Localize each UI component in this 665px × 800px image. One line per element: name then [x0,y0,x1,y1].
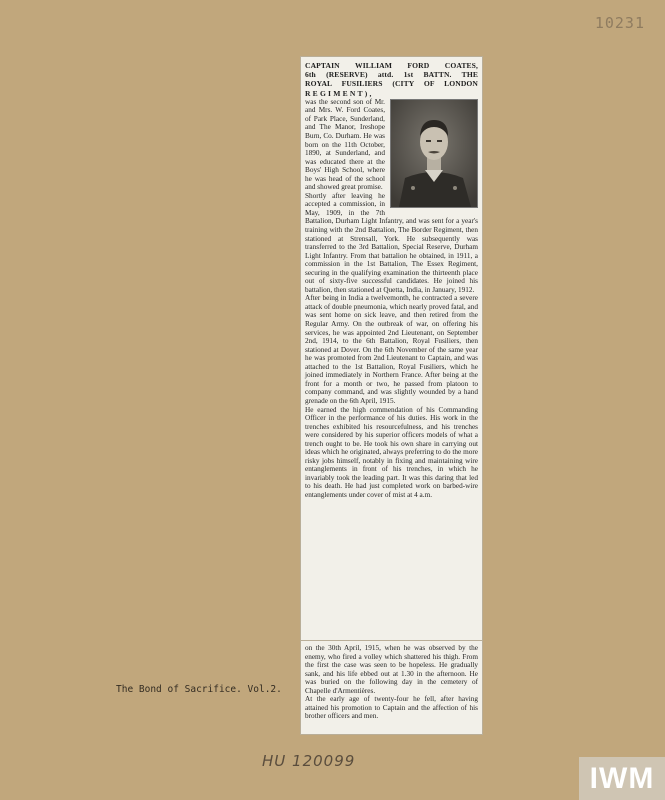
paragraph: After being in India a twelvemonth, he contracted a severe attack of double pneumonia, which nearly proved fatal, and was sent home on sick leave, and then retired from the Regular Army. On the outbreak of war, on offering his services, he was appointed 2nd Lieutenant, on September 2nd, 1914, to the 6th Battalion, Royal Fusiliers, then stationed at Dover. On the 6th November of the same year he was promoted from 2nd Lieutenant to Captain, and was attached to the 1st Battalion, Royal Fusiliers, which he joined immediately in Northern France. After being at the front for a month or two, he passed from platoon to company command, and was slightly wounded by a hand grenade on the 6th April, 1915. [305,294,478,405]
obituary-body [305,98,478,500]
obituary-clipping-continued [301,641,482,734]
portrait-image [391,100,477,207]
obituary-clipping [301,57,482,640]
obituary-body-continued [305,644,478,721]
archive-number: 10231 [594,14,645,32]
heading-line: 6th (RESERVE) attd. 1st BATTN. THE [305,70,478,80]
heading-line: ROYAL FUSILIERS (CITY OF LONDON [305,79,478,89]
handwritten-reference: HU 120099 [262,752,356,770]
heading-line: REGIMENT), [305,88,374,98]
intro-paragraph: was the second son of Mr. and Mrs. W. Ford Coates, of Park Place, Sunderland, and The Manor, Ireshope Burn, Co. Durham. He was born on the 11th October, 1890, at Sunderland, and was educated there at the Boys' High School, where he was head of the school and showed great promise. [305,97,385,192]
iwm-watermark: IWM [579,757,665,800]
paragraph: on the 30th April, 1915, when he was observed by the enemy, who fired a volley which shattered his thigh. From the first the case was seen to be hopeless. He gradually sank, and his life ebbed out at 1.30 in the afternoon. He was buried on the following day in the cemetery of Chapelle d'Armentières. [305,644,478,695]
portrait-photo [390,99,478,208]
source-caption: The Bond of Sacrifice. Vol.2. [116,684,282,695]
paragraph: Shortly after leaving he accepted a commission, in May, 1909, in the 7th Battalion, Durham Light Infantry, and was sent for a year's training with the 2nd Battalion, The Border Regiment, then stationed at Strensall, York. He subsequently was transferred to the 3rd Battalion, Special Reserve, Durham Light Infantry. From that battalion he obtained, in 1911, a commission in the 1st Battalion, The Essex Regiment, securing in the qualifying examination the thirteenth place out of sixty-five successful candidates. He joined his battalion, then stationed at Quetta, India, in January, 1912. [305,191,478,294]
obituary-heading [305,61,478,98]
heading-line: CAPTAIN WILLIAM FORD COATES, [305,61,478,70]
paragraph: At the early age of twenty-four he fell, after having attained his promotion to Captain and the affection of his brother officers and men. [305,695,478,721]
paragraph: He earned the high commendation of his Commanding Officer in the performance of his duties. His work in the trenches exhibited his resourcefulness, and his trenches were considered by his superior officers models of what a trench ought to be. He took his own share in carrying out ideas which he originated, always preferring to do the more risky jobs himself, notably in fixing and maintaining wire entanglements in front of his trenches, in which he invariably took the leading part. It was this daring that led to his death. He had just completed work on barbed-wire entanglements under cover of mist at 4 a.m. [305,405,478,499]
